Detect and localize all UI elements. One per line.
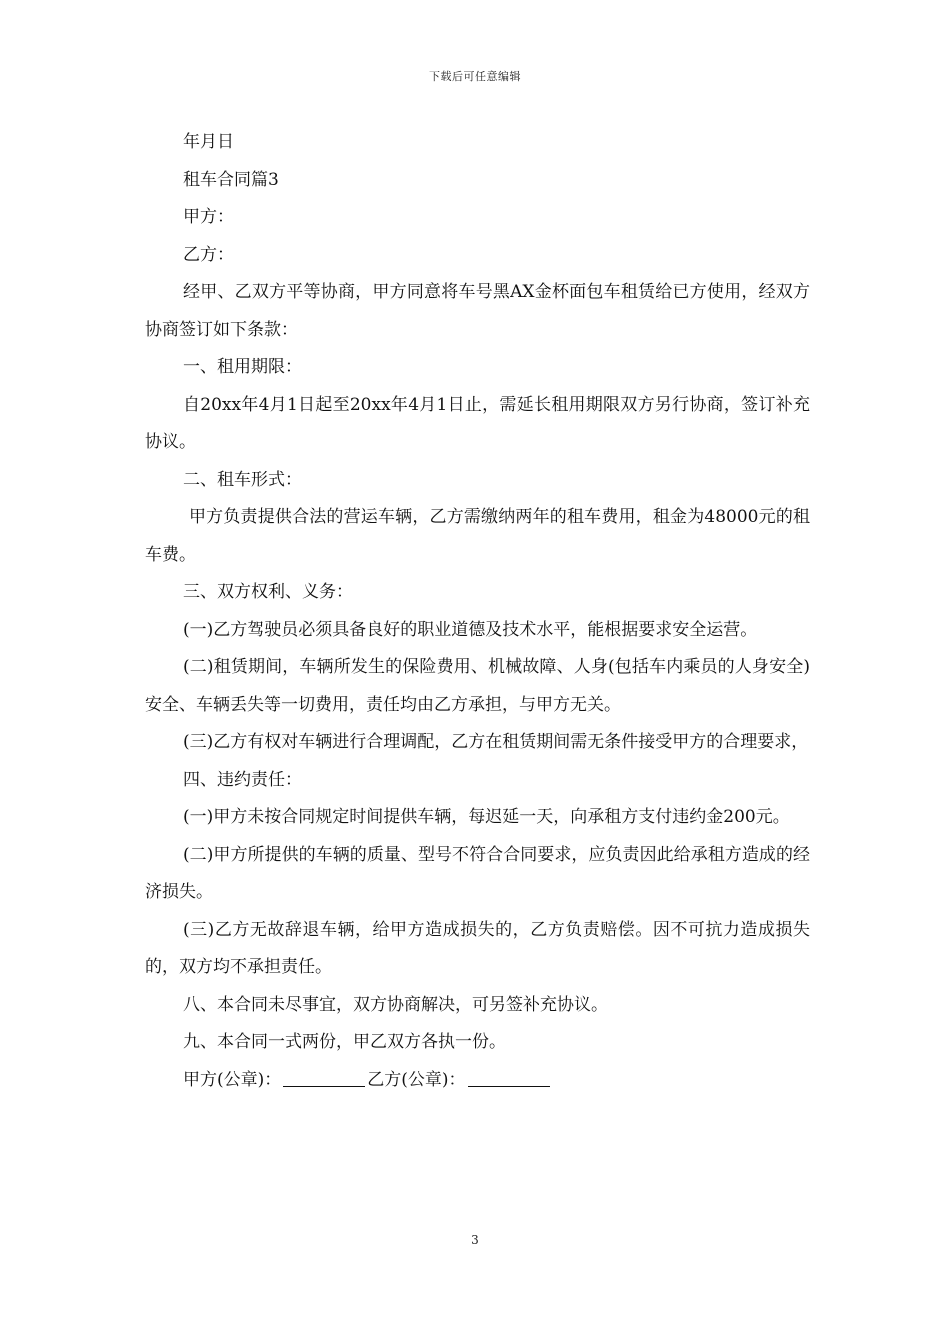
party-b-signature-blank [468,1085,550,1087]
section-3-item-2: (二)租赁期间，车辆所发生的保险费用、机械故障、人身(包括车内乘员的人身安全)安全、车辆丢失等一切费用，责任均由乙方承担，与甲方无关。 [145,657,810,715]
document-body [145,124,810,1099]
section-3-item-1: (一)乙方驾驶员必须具备良好的职业道德及技术水平，能根据要求安全运营。 [183,619,758,640]
contract-title: 租车合同篇3 [183,169,279,190]
section-3-title: 三、双方权利、义务： [183,582,353,602]
party-b-seal-label: 乙方(公章)： [367,1069,466,1090]
section-8: 八、本合同未尽事宜，双方协商解决，可另签补充协议。 [183,994,608,1015]
section-1-body: 自20xx年4月1日起至20xx年4月1日止，需延长租用期限双方另行协商，签订补充协议。 [145,394,810,452]
party-a-signature-blank [283,1085,365,1087]
section-2-title: 二、租车形式： [183,469,302,490]
section-1-title: 一、租用期限： [183,357,302,377]
party-a-line: 甲方： [183,207,234,227]
section-4-item-2: (二)甲方所提供的车辆的质量、型号不符合合同要求，应负责因此给承租方造成的经济损失。 [145,844,810,902]
party-b-line: 乙方： [183,244,234,265]
signature-line [145,1062,810,1100]
section-2-body: 甲方负责提供合法的营运车辆，乙方需缴纳两年的租车费用，租金为48000元的租车费。 [145,507,810,565]
section-4-title: 四、违约责任： [183,769,302,790]
date-line: 年月日 [183,132,234,152]
page-number: 3 [471,1233,479,1247]
section-3-item-3: (三)乙方有权对车辆进行合理调配，乙方在租赁期间需无条件接受甲方的合理要求， [183,732,809,752]
section-9: 九、本合同一式两份，甲乙双方各执一份。 [183,1032,506,1052]
party-a-seal-label: 甲方(公章)： [183,1069,282,1090]
section-4-item-3: (三)乙方无故辞退车辆，给甲方造成损失的，乙方负责赔偿。因不可抗力造成损失的，双方均不承担责任。 [145,919,810,977]
page-header: 下载后可任意编辑 [429,70,521,83]
intro-paragraph: 经甲、乙双方平等协商，甲方同意将车号黑AX金杯面包车租赁给已方使用，经双方协商签订如下条款： [145,282,810,340]
section-4-item-1: (一)甲方未按合同规定时间提供车辆，每迟延一天，向承租方支付违约金200元。 [183,807,790,827]
